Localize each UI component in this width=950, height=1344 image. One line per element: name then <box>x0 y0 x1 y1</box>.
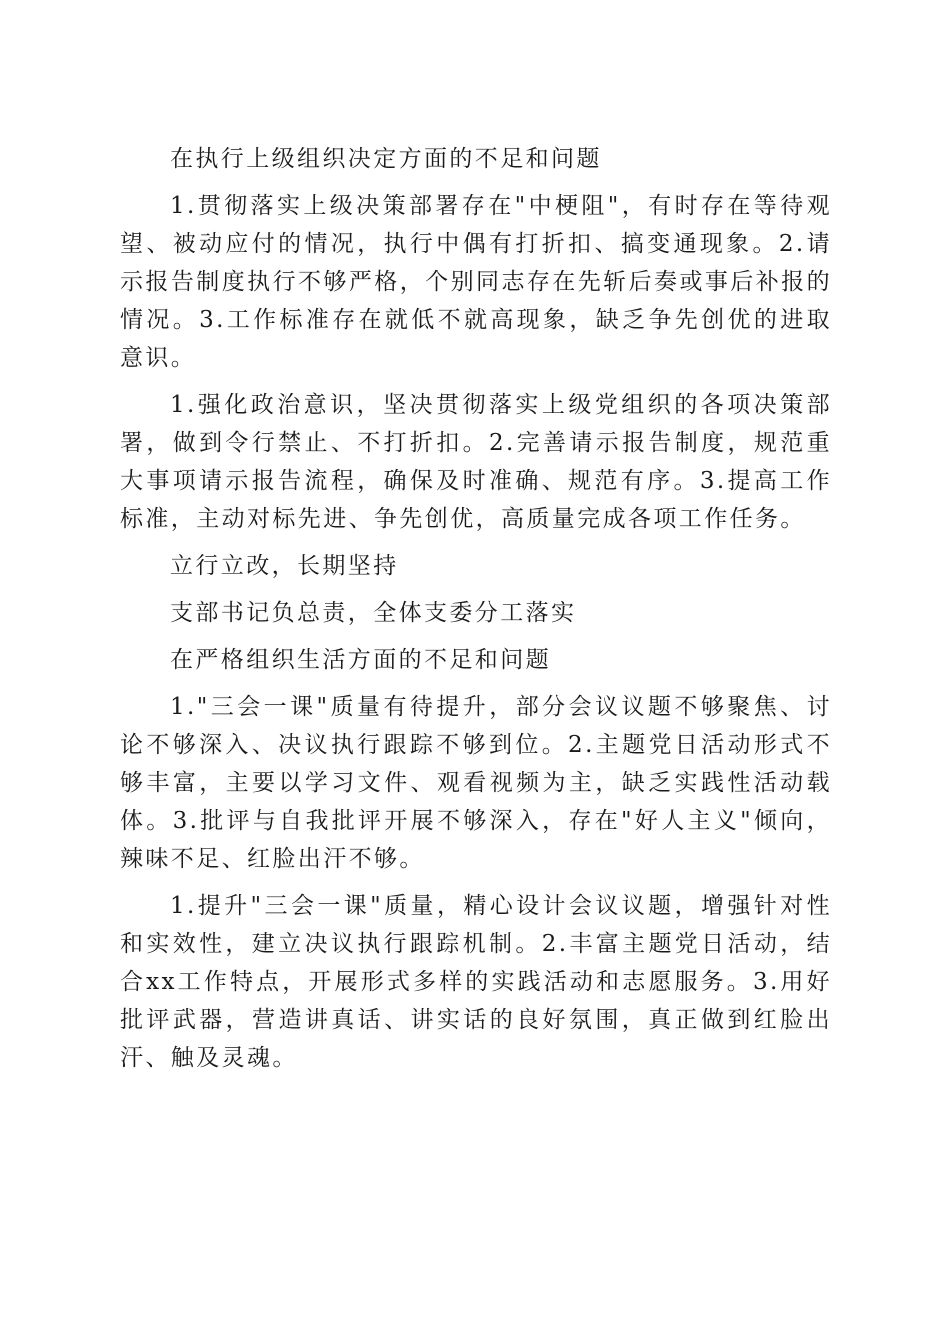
measures-paragraph-organization-life: 1.提升"三会一课"质量，精心设计会议议题，增强针对性和实效性，建立决议执行跟踪机制。2.丰富主题党日活动，结合xx工作特点，开展形式多样的实践活动和志愿服务。3.用好批评武器，营造讲真话、讲实话的良好氛围，真正做到红脸出汗、触及灵魂。 <box>120 893 832 1071</box>
problems-paragraph-execution: 1.贯彻落实上级决策部署存在"中梗阻"，有时存在等待观望、被动应付的情况，执行中偶有打折扣、搞变通现象。2.请示报告制度执行不够严格，个别同志存在先斩后奏或事后补报的情况。3.工作标准存在就低不就高现象，缺乏争先创优的进取意识。 <box>120 193 832 371</box>
timeline-text: 立行立改，长期坚持 <box>170 553 399 579</box>
section-heading-execution: 在执行上级组织决定方面的不足和问题 <box>170 146 602 172</box>
section-heading-organization-life: 在严格组织生活方面的不足和问题 <box>170 647 551 673</box>
measures-paragraph-execution: 1.强化政治意识，坚决贯彻落实上级党组织的各项决策部署，做到令行禁止、不打折扣。2.完善请示报告制度，规范重大事项请示报告流程，确保及时准确、规范有序。3.提高工作标准，主动对标先进、争先创优，高质量完成各项工作任务。 <box>120 392 832 532</box>
document-body <box>120 140 832 1086</box>
responsibility-text: 支部书记负总责，全体支委分工落实 <box>170 600 577 626</box>
problems-paragraph-organization-life: 1."三会一课"质量有待提升，部分会议议题不够聚焦、讨论不够深入、决议执行跟踪不够到位。2.主题党日活动形式不够丰富，主要以学习文件、观看视频为主，缺乏实践性活动载体。3.批评与自我批评开展不够深入，存在"好人主义"倾向，辣味不足、红脸出汗不够。 <box>120 694 832 872</box>
